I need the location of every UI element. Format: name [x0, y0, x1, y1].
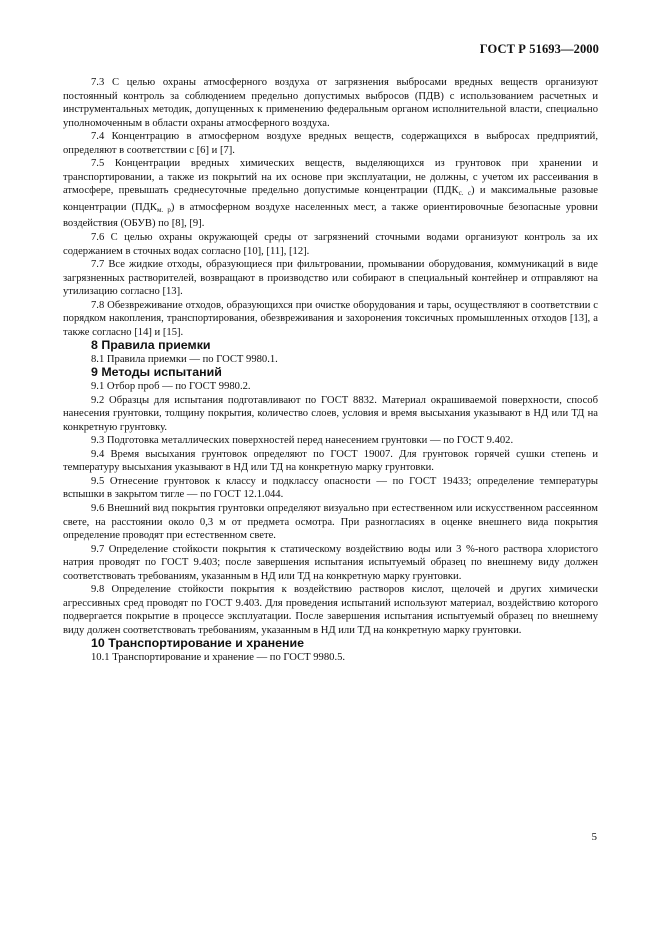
paragraph-7-8: 7.8 Обезвреживание отходов, образующихся при очистке оборудования и тары, осуществляют в соответствии с порядком накопления, транспортирования, обезвреживания и захоронения токсичных промышленных отходов [13], а также согласно [14] и [15].	[63, 299, 598, 338]
paragraph-7-6: 7.6 С целью охраны окружающей среды от загрязнений сточными водами организуют контроль за их содержанием в сточных водах согласно [10], [11], [12].	[63, 232, 598, 257]
paragraph-9-5: 9.5 Отнесение грунтовок к классу и подклассу опасности — по ГОСТ 19433; определение температуры вспышки в закрытом тигле — по ГОСТ 12.1.044.	[63, 475, 598, 501]
paragraph-8-1: 8.1 Правила приемки — по ГОСТ 9980.1.	[91, 353, 278, 365]
document-code-header: ГОСТ Р 51693—2000	[479, 42, 599, 56]
pdk-ss-subscript: с. с	[458, 189, 471, 198]
paragraph-7-5-part-a: 7.5 Концентрации вредных химических веществ, выделяющихся из грунтовок при хранении и транспортировании, а также из покрытий на их основе при эксплуатации, не должны, с учетом их рассеивания в атмосфере, превышать среднесуточные предельно допустимые концентрации (ПДК	[63, 158, 598, 197]
paragraph-7-7: 7.7 Все жидкие отходы, образующиеся при фильтровании, промывании оборудования, коммуникаций в виде загрязненных растворителей, возвращают в производство или собирают в специальный контейнер и отправляют на утилизацию согласно [13].	[63, 259, 598, 298]
paragraph-9-1: 9.1 Отбор проб — по ГОСТ 9980.2.	[91, 381, 251, 393]
document-body	[63, 76, 598, 665]
paragraph-7-4: 7.4 Концентрацию в атмосферном воздухе вредных веществ, содержащихся в выбросах предприятий, определяют в соответствии с [6] и [7].	[63, 131, 598, 156]
paragraph-10-1: 10.1 Транспортирование и хранение — по ГОСТ 9980.5.	[91, 651, 346, 663]
paragraph-9-7: 9.7 Определение стойкости покрытия к статическому воздействию воды или 3 %-ного раствора хлористого натрия проводят по ГОСТ 9.403; после завершения испытания испытуемый образец по внешнему виду должен соответствовать требованиям, указанным в НД или ТД на конкретную марку грунтовки.	[63, 543, 598, 582]
paragraph-9-2: 9.2 Образцы для испытания подготавливают по ГОСТ 8832. Материал окрашиваемой поверхности, способ нанесения грунтовки, толщину покрытия, количество слоев, условия и время высыхания указывают в НД или ТД на конкретную грунтовку.	[63, 394, 598, 433]
paragraph-9-6: 9.6 Внешний вид покрытия грунтовки определяют визуально при естественном или искусственном рассеянном свете, на расстоянии около 0,3 м от предмета осмотра. При разногласиях в оценке внешнего вида покрытия определение проводят при естественном свете.	[63, 502, 598, 542]
pdk-mr-subscript: м. р	[156, 205, 171, 214]
paragraph-7-3: 7.3 С целью охраны атмосферного воздуха от загрязнения выбросами вредных веществ организуют постоянный контроль за соблюдением предельно допустимых выбросов (ПДВ) с использованием расчетных и инструментальных методик, допущенных к применению федеральным органом исполнительной власти, специально уполномоченным в области охраны атмосферного воздуха.	[63, 77, 598, 129]
section-9-heading: 9 Методы испытаний	[91, 365, 222, 380]
paragraph-7-5	[63, 157, 598, 231]
section-8-heading: 8 Правила приемки	[91, 338, 211, 353]
paragraph-9-4: 9.4 Время высыхания грунтовок определяют по ГОСТ 19007. Для грунтовок горячей сушки степень и температуру высыхания указывают в НД или ТД на конкретную марку грунтовки.	[63, 448, 598, 474]
paragraph-7-5-part-c: ) в атмосферном воздухе населенных мест, а также ориентировочные безопасные уровни воздействия (ОБУВ) по [8], [9].	[63, 201, 598, 230]
paragraph-9-8: 9.8 Определение стойкости покрытия к воздействию растворов кислот, щелочей и других химически агрессивных сред проводят по ГОСТ 9.403. Для проведения испытаний используют материал, воздействию которого подвергается покрытие в процессе эксплуатации. После завершения испытания испытуемый образец по внешнему виду должен соответствовать требованиям, указанным в НД или ТД на конкретную марку грунтовки.	[63, 584, 598, 636]
paragraph-9-3: 9.3 Подготовка металлических поверхностей перед нанесением грунтовки — по ГОСТ 9.402.	[91, 435, 514, 447]
paragraph-7-5-part-b: ) и максимальные разовые концентрации (ПДК	[63, 185, 599, 213]
section-10-heading: 10 Транспортирование и хранение	[91, 636, 304, 651]
page-number: 5	[591, 831, 597, 843]
